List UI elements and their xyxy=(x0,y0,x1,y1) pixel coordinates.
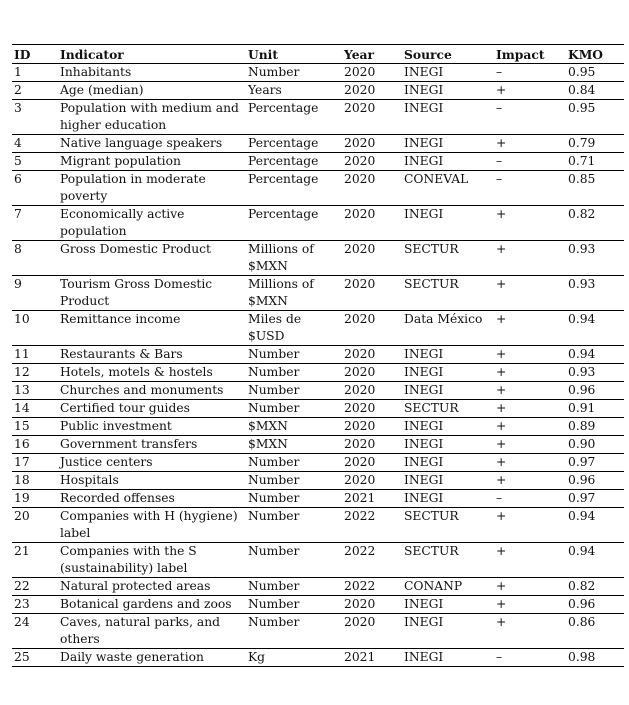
cell-impact: + xyxy=(494,508,566,543)
cell-unit: Number xyxy=(246,543,342,578)
cell-source: INEGI xyxy=(402,382,494,400)
cell-kmo: 0.84 xyxy=(566,82,624,100)
cell-unit: $MXN xyxy=(246,436,342,454)
cell-kmo: 0.90 xyxy=(566,436,624,454)
cell-indicator: Hotels, motels & hostels xyxy=(58,364,246,382)
cell-impact: + xyxy=(494,346,566,364)
cell-unit: $MXN xyxy=(246,418,342,436)
cell-id: 4 xyxy=(12,135,58,153)
cell-source: INEGI xyxy=(402,64,494,82)
cell-indicator: Population in moderate poverty xyxy=(58,171,246,206)
cell-year: 2022 xyxy=(342,543,402,578)
cell-indicator: Caves, natural parks, and others xyxy=(58,614,246,649)
cell-year: 2020 xyxy=(342,436,402,454)
cell-source: INEGI xyxy=(402,649,494,667)
cell-id: 13 xyxy=(12,382,58,400)
cell-kmo: 0.86 xyxy=(566,614,624,649)
cell-unit: Number xyxy=(246,364,342,382)
cell-id: 25 xyxy=(12,649,58,667)
table-row xyxy=(12,436,624,454)
cell-id: 5 xyxy=(12,153,58,171)
cell-kmo: 0.97 xyxy=(566,454,624,472)
table-row xyxy=(12,472,624,490)
cell-year: 2020 xyxy=(342,346,402,364)
cell-kmo: 0.94 xyxy=(566,543,624,578)
table-row xyxy=(12,649,624,667)
cell-indicator: Certified tour guides xyxy=(58,400,246,418)
table-row xyxy=(12,346,624,364)
cell-source: INEGI xyxy=(402,346,494,364)
cell-source: Data México xyxy=(402,311,494,346)
cell-indicator: Population with medium and higher education xyxy=(58,100,246,135)
cell-impact: + xyxy=(494,276,566,311)
table-row xyxy=(12,490,624,508)
cell-id: 17 xyxy=(12,454,58,472)
cell-year: 2020 xyxy=(342,418,402,436)
cell-year: 2020 xyxy=(342,382,402,400)
cell-id: 20 xyxy=(12,508,58,543)
cell-year: 2020 xyxy=(342,614,402,649)
cell-unit: Millions of $MXN xyxy=(246,276,342,311)
cell-source: INEGI xyxy=(402,436,494,454)
header-kmo: KMO xyxy=(566,45,624,64)
cell-impact: + xyxy=(494,436,566,454)
table-row xyxy=(12,614,624,649)
cell-id: 10 xyxy=(12,311,58,346)
cell-unit: Number xyxy=(246,490,342,508)
cell-impact: + xyxy=(494,578,566,596)
cell-unit: Percentage xyxy=(246,100,342,135)
cell-indicator: Inhabitants xyxy=(58,64,246,82)
cell-unit: Number xyxy=(246,578,342,596)
cell-impact: + xyxy=(494,206,566,241)
cell-source: INEGI xyxy=(402,82,494,100)
table-row xyxy=(12,241,624,276)
cell-impact: + xyxy=(494,135,566,153)
cell-unit: Number xyxy=(246,64,342,82)
cell-source: INEGI xyxy=(402,135,494,153)
cell-indicator: Companies with the S (sustainability) label xyxy=(58,543,246,578)
cell-id: 18 xyxy=(12,472,58,490)
table-body xyxy=(12,64,624,667)
cell-source: CONANP xyxy=(402,578,494,596)
cell-impact: – xyxy=(494,100,566,135)
table-row xyxy=(12,382,624,400)
cell-source: INEGI xyxy=(402,614,494,649)
cell-kmo: 0.79 xyxy=(566,135,624,153)
cell-kmo: 0.96 xyxy=(566,596,624,614)
header-indicator: Indicator xyxy=(58,45,246,64)
cell-id: 19 xyxy=(12,490,58,508)
cell-kmo: 0.96 xyxy=(566,472,624,490)
header-unit: Unit xyxy=(246,45,342,64)
cell-year: 2020 xyxy=(342,364,402,382)
cell-id: 3 xyxy=(12,100,58,135)
cell-unit: Number xyxy=(246,454,342,472)
cell-source: INEGI xyxy=(402,364,494,382)
table-row xyxy=(12,543,624,578)
cell-year: 2020 xyxy=(342,276,402,311)
cell-kmo: 0.94 xyxy=(566,508,624,543)
table-row xyxy=(12,206,624,241)
cell-impact: – xyxy=(494,64,566,82)
cell-year: 2020 xyxy=(342,400,402,418)
cell-id: 6 xyxy=(12,171,58,206)
cell-unit: Percentage xyxy=(246,135,342,153)
cell-year: 2020 xyxy=(342,472,402,490)
cell-unit: Miles de $USD xyxy=(246,311,342,346)
cell-id: 7 xyxy=(12,206,58,241)
cell-year: 2020 xyxy=(342,64,402,82)
cell-indicator: Migrant population xyxy=(58,153,246,171)
cell-indicator: Churches and monuments xyxy=(58,382,246,400)
cell-unit: Number xyxy=(246,508,342,543)
cell-source: INEGI xyxy=(402,418,494,436)
header-id: ID xyxy=(12,45,58,64)
cell-unit: Number xyxy=(246,382,342,400)
header-year: Year xyxy=(342,45,402,64)
cell-kmo: 0.89 xyxy=(566,418,624,436)
cell-indicator: Gross Domestic Product xyxy=(58,241,246,276)
cell-indicator: Age (median) xyxy=(58,82,246,100)
cell-unit: Kg xyxy=(246,649,342,667)
cell-source: INEGI xyxy=(402,206,494,241)
cell-indicator: Recorded offenses xyxy=(58,490,246,508)
cell-impact: – xyxy=(494,153,566,171)
cell-indicator: Botanical gardens and zoos xyxy=(58,596,246,614)
cell-impact: + xyxy=(494,454,566,472)
cell-source: SECTUR xyxy=(402,400,494,418)
cell-kmo: 0.95 xyxy=(566,100,624,135)
cell-source: INEGI xyxy=(402,454,494,472)
cell-impact: + xyxy=(494,400,566,418)
cell-kmo: 0.71 xyxy=(566,153,624,171)
cell-unit: Years xyxy=(246,82,342,100)
cell-year: 2020 xyxy=(342,206,402,241)
cell-impact: – xyxy=(494,490,566,508)
cell-kmo: 0.85 xyxy=(566,171,624,206)
cell-id: 12 xyxy=(12,364,58,382)
table-row xyxy=(12,454,624,472)
cell-impact: + xyxy=(494,418,566,436)
cell-kmo: 0.93 xyxy=(566,241,624,276)
cell-id: 23 xyxy=(12,596,58,614)
cell-year: 2020 xyxy=(342,153,402,171)
cell-kmo: 0.82 xyxy=(566,578,624,596)
cell-impact: + xyxy=(494,364,566,382)
cell-unit: Number xyxy=(246,614,342,649)
header-impact: Impact xyxy=(494,45,566,64)
cell-kmo: 0.91 xyxy=(566,400,624,418)
cell-id: 9 xyxy=(12,276,58,311)
cell-kmo: 0.95 xyxy=(566,64,624,82)
cell-indicator: Justice centers xyxy=(58,454,246,472)
cell-source: SECTUR xyxy=(402,543,494,578)
cell-id: 1 xyxy=(12,64,58,82)
cell-impact: + xyxy=(494,311,566,346)
cell-year: 2021 xyxy=(342,490,402,508)
cell-source: INEGI xyxy=(402,490,494,508)
cell-impact: + xyxy=(494,596,566,614)
table-row xyxy=(12,596,624,614)
table-row xyxy=(12,578,624,596)
cell-impact: + xyxy=(494,82,566,100)
cell-unit: Number xyxy=(246,596,342,614)
cell-unit: Percentage xyxy=(246,153,342,171)
cell-id: 16 xyxy=(12,436,58,454)
cell-impact: + xyxy=(494,614,566,649)
cell-year: 2020 xyxy=(342,171,402,206)
cell-indicator: Native language speakers xyxy=(58,135,246,153)
table-row xyxy=(12,153,624,171)
cell-source: CONEVAL xyxy=(402,171,494,206)
cell-year: 2020 xyxy=(342,135,402,153)
cell-kmo: 0.93 xyxy=(566,276,624,311)
cell-impact: + xyxy=(494,241,566,276)
table-row xyxy=(12,311,624,346)
cell-kmo: 0.94 xyxy=(566,346,624,364)
cell-unit: Percentage xyxy=(246,206,342,241)
cell-source: INEGI xyxy=(402,472,494,490)
cell-kmo: 0.82 xyxy=(566,206,624,241)
cell-kmo: 0.94 xyxy=(566,311,624,346)
cell-year: 2020 xyxy=(342,311,402,346)
cell-kmo: 0.98 xyxy=(566,649,624,667)
table-row xyxy=(12,135,624,153)
cell-year: 2020 xyxy=(342,82,402,100)
table-row xyxy=(12,276,624,311)
cell-indicator: Companies with H (hygiene) label xyxy=(58,508,246,543)
cell-unit: Percentage xyxy=(246,171,342,206)
table-row xyxy=(12,364,624,382)
cell-id: 14 xyxy=(12,400,58,418)
cell-indicator: Tourism Gross Domestic Product xyxy=(58,276,246,311)
cell-impact: – xyxy=(494,649,566,667)
indicator-table xyxy=(12,44,624,667)
header-row xyxy=(12,45,624,64)
cell-id: 15 xyxy=(12,418,58,436)
cell-unit: Number xyxy=(246,346,342,364)
cell-indicator: Remittance income xyxy=(58,311,246,346)
cell-kmo: 0.97 xyxy=(566,490,624,508)
table-row xyxy=(12,418,624,436)
cell-unit: Millions of $MXN xyxy=(246,241,342,276)
cell-year: 2020 xyxy=(342,100,402,135)
table-row xyxy=(12,171,624,206)
table-row xyxy=(12,508,624,543)
cell-source: SECTUR xyxy=(402,508,494,543)
cell-kmo: 0.93 xyxy=(566,364,624,382)
cell-impact: + xyxy=(494,472,566,490)
cell-indicator: Economically active population xyxy=(58,206,246,241)
cell-year: 2021 xyxy=(342,649,402,667)
table-row xyxy=(12,64,624,82)
cell-year: 2022 xyxy=(342,578,402,596)
header-source: Source xyxy=(402,45,494,64)
cell-impact: + xyxy=(494,543,566,578)
cell-source: SECTUR xyxy=(402,241,494,276)
cell-id: 11 xyxy=(12,346,58,364)
cell-id: 24 xyxy=(12,614,58,649)
cell-unit: Number xyxy=(246,472,342,490)
cell-indicator: Restaurants & Bars xyxy=(58,346,246,364)
cell-indicator: Natural protected areas xyxy=(58,578,246,596)
cell-id: 21 xyxy=(12,543,58,578)
cell-impact: + xyxy=(494,382,566,400)
cell-indicator: Government transfers xyxy=(58,436,246,454)
cell-id: 22 xyxy=(12,578,58,596)
table-row xyxy=(12,400,624,418)
cell-year: 2020 xyxy=(342,596,402,614)
cell-impact: – xyxy=(494,171,566,206)
cell-source: SECTUR xyxy=(402,276,494,311)
cell-id: 8 xyxy=(12,241,58,276)
cell-year: 2020 xyxy=(342,454,402,472)
cell-indicator: Public investment xyxy=(58,418,246,436)
cell-indicator: Hospitals xyxy=(58,472,246,490)
cell-year: 2022 xyxy=(342,508,402,543)
indicator-table-container xyxy=(12,44,624,667)
cell-unit: Number xyxy=(246,400,342,418)
cell-id: 2 xyxy=(12,82,58,100)
table-row xyxy=(12,100,624,135)
cell-source: INEGI xyxy=(402,153,494,171)
cell-source: INEGI xyxy=(402,596,494,614)
cell-kmo: 0.96 xyxy=(566,382,624,400)
table-row xyxy=(12,82,624,100)
cell-source: INEGI xyxy=(402,100,494,135)
cell-indicator: Daily waste generation xyxy=(58,649,246,667)
cell-year: 2020 xyxy=(342,241,402,276)
